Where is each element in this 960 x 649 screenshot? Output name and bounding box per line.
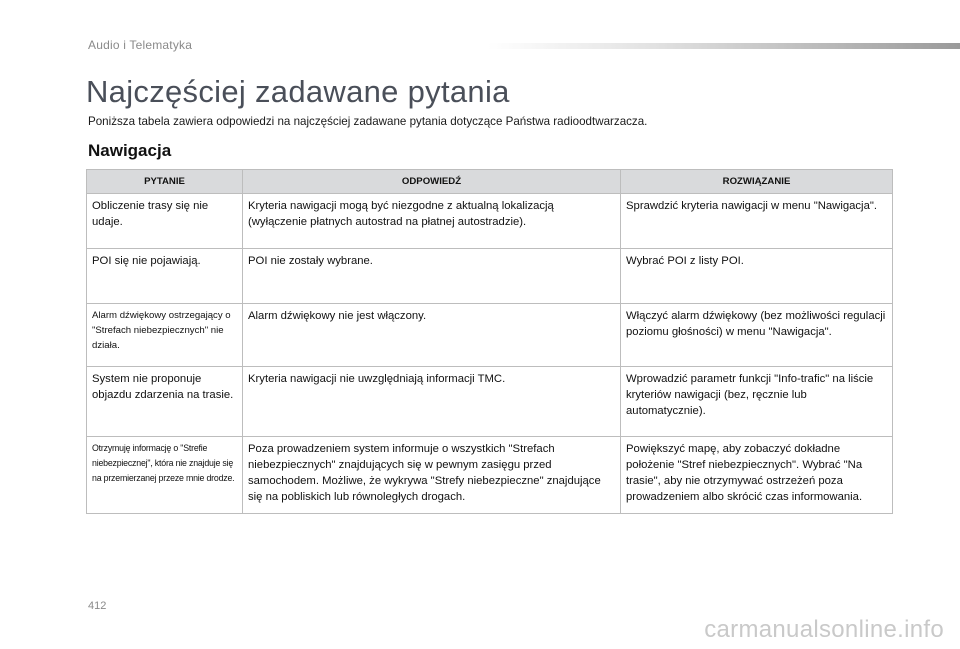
question-cell: Obliczenie trasy się nie udaje.: [87, 194, 243, 249]
column-header-question: PYTANIE: [87, 170, 243, 194]
question-cell: POI się nie pojawiają.: [87, 249, 243, 304]
table-row: [87, 304, 893, 367]
page-title: Najczęściej zadawane pytania: [86, 74, 510, 109]
table-row: [87, 367, 893, 437]
solution-cell: Wybrać POI z listy POI.: [621, 249, 893, 304]
answer-cell: Kryteria nawigacji nie uwzględniają informacji TMC.: [243, 367, 621, 437]
column-header-solution: ROZWIĄZANIE: [621, 170, 893, 194]
table-row: [87, 194, 893, 249]
faq-table: [86, 169, 893, 514]
watermark: carmanualsonline.info: [704, 616, 944, 643]
answer-cell: Poza prowadzeniem system informuje o wszystkich "Strefach niebezpiecznych" znajdujących się w pewnym zasięgu przed samochodem. Możliwe, że wykrywa "Strefy niebezpieczne" znajdujące się na pobliskich lub równoległych drogach.: [243, 437, 621, 514]
table-row: [87, 249, 893, 304]
question-cell: System nie proponuje objazdu zdarzenia na trasie.: [87, 367, 243, 437]
page-number: 412: [88, 600, 107, 612]
answer-cell: Kryteria nawigacji mogą być niezgodne z aktualną lokalizacją (wyłączenie płatnych autostrad na płatnej autostradzie).: [243, 194, 621, 249]
answer-cell: POI nie zostały wybrane.: [243, 249, 621, 304]
section-label: Audio i Telematyka: [88, 38, 193, 52]
solution-cell: Sprawdzić kryteria nawigacji w menu "Nawigacja".: [621, 194, 893, 249]
table-header-row: [87, 170, 893, 194]
question-cell: Alarm dźwiękowy ostrzegający o "Strefach niebezpiecznych" nie działa.: [87, 304, 243, 367]
header-gradient-bar: [488, 43, 960, 49]
table-row: [87, 437, 893, 514]
question-cell: Otrzymuję informację o "Strefie niebezpiecznej", która nie znajduje się na przemierzanej przeze mnie drodze.: [87, 437, 243, 514]
solution-cell: Włączyć alarm dźwiękowy (bez możliwości regulacji poziomu głośności) w menu "Nawigacja".: [621, 304, 893, 367]
solution-cell: Powiększyć mapę, aby zobaczyć dokładne położenie "Stref niebezpiecznych". Wybrać "Na trasie", aby nie otrzymywać ostrzeżeń poza prowadzeniem albo skrócić czas informowania.: [621, 437, 893, 514]
answer-cell: Alarm dźwiękowy nie jest włączony.: [243, 304, 621, 367]
solution-cell: Wprowadzić parametr funkcji "Info-trafic" na liście kryteriów nawigacji (bez, ręcznie lub automatycznie).: [621, 367, 893, 437]
column-header-answer: ODPOWIEDŹ: [243, 170, 621, 194]
section-heading: Nawigacja: [88, 141, 172, 160]
intro-text: Poniższa tabela zawiera odpowiedzi na najczęściej zadawane pytania dotyczące Państwa radioodtwarzacza.: [88, 115, 648, 128]
